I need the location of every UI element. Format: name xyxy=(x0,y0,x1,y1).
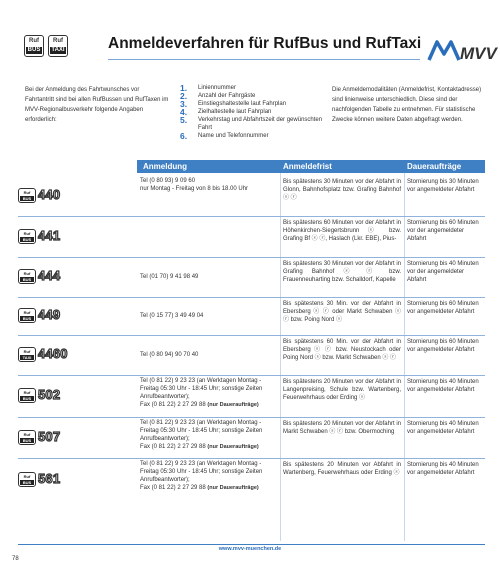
header-anmeldung: Anmeldung xyxy=(143,162,187,171)
list-text: Zielhaltestelle laut Fahrplan xyxy=(198,109,272,115)
cancellation-text: Stornierung bis 40 Minuten vor angemeldeter Abfahrt xyxy=(407,379,479,393)
page-number: 78 xyxy=(12,556,19,562)
fax-note: (nur Daueraufträge) xyxy=(207,444,259,450)
deadline-text: Bis spätestens 30 Minuten vor der Abfahrt in Glonn, Bahnhofsplatz bzw. Grafing Bahnhof ⓢ ⓡ xyxy=(283,179,401,201)
badge-top: Ruf xyxy=(23,390,31,395)
rufbus-logo xyxy=(24,35,44,57)
list-text: Name und Telefonnummer xyxy=(198,133,269,139)
rufbus-logo-bottom: BUS xyxy=(27,47,41,53)
line-type-badge xyxy=(18,430,36,445)
line-number: 449 xyxy=(38,307,61,322)
list-number: 3. xyxy=(180,99,188,109)
cancellation-text: Stornierung bis 40 Minuten vor angemeldeter Abfahrt xyxy=(407,462,479,476)
footer-divider xyxy=(18,544,485,545)
intro-modalities-text: Die Anmeldemodalitäten (Anmeldefrist, Kontaktadresse) sind linienweise unterschiedlich. Diese sind der nachfolgenden Tabelle zu entnehmen. Für statistische Zwecke können weitere Daten abgefragt werden. xyxy=(332,87,482,123)
list-number: 1. xyxy=(180,83,188,93)
deadline-text: Bis spätestens 60 Min. vor der Abfahrt in Ebersberg ⓢ ⓡ bzw. Neustockach oder Poing Nord ⓢ bzw. Markt Schwaben ⓢ ⓡ xyxy=(283,339,401,361)
list-number: 5. xyxy=(180,115,188,125)
rufbus-logo-top: Ruf xyxy=(29,38,39,44)
badge-top: Ruf xyxy=(23,474,31,479)
contact-info xyxy=(140,419,270,451)
list-item xyxy=(180,108,330,116)
contact-info xyxy=(140,312,270,320)
list-number: 4. xyxy=(180,107,188,117)
list-number: 6. xyxy=(180,131,188,141)
badge-bottom: BUS xyxy=(20,396,34,401)
badge-top: Ruf xyxy=(23,230,31,236)
list-text: Einstiegshaltestelle laut Fahrplan xyxy=(198,101,287,107)
line-type-badge xyxy=(18,269,36,284)
list-item xyxy=(180,116,330,132)
contact-text: Tel (0 15 77) 3 49 49 04 xyxy=(140,313,204,319)
contact-info xyxy=(140,351,270,359)
list-item xyxy=(180,84,330,92)
cancellation-text: Stornierung bis 60 Minuten vor angemeldeter Abfahrt xyxy=(407,301,479,315)
list-text: Liniennummer xyxy=(198,85,237,91)
line-number: 440 xyxy=(38,186,61,202)
header-dauerauftraege: Daueraufträge xyxy=(407,162,462,171)
line-number: 507 xyxy=(38,428,61,444)
ruftaxi-logo xyxy=(48,35,68,57)
title-divider xyxy=(108,59,420,60)
cancellation-text: Stornierung bis 30 Minuten vor angemeldeter Abfahrt xyxy=(407,179,479,193)
cancellation-text: Stornierung bis 40 Minuten vor der angemeldeter Abfahrt xyxy=(407,261,479,283)
list-item xyxy=(180,100,330,108)
list-item xyxy=(180,132,330,140)
line-number: 502 xyxy=(38,387,61,402)
footer-url[interactable]: www.mvv-muenchen.de xyxy=(218,546,282,552)
header-anmeldefrist: Anmeldefrist xyxy=(283,162,332,171)
contact-text: Tel (0 80 94) 90 70 40 xyxy=(140,352,199,358)
list-text: Verkehrstag und Abfahrtszeit der gewünschten Fahrt xyxy=(198,117,323,131)
deadline-text: Bis spätestens 30 Min. vor der Abfahrt in Ebersberg ⓢ ⓡ oder Markt Schwaben ⓢ ⓡ bzw. Poing Nord ⓢ xyxy=(283,301,401,323)
ruftaxi-logo-top: Ruf xyxy=(53,38,63,44)
cancellation-text: Stornierung bis 60 Minuten vor der angemeldeter Abfahrt xyxy=(407,220,479,242)
badge-top: Ruf xyxy=(23,349,31,354)
line-type-badge xyxy=(18,229,36,244)
badge-bottom: BUS xyxy=(20,196,34,201)
contact-text: Tel (01 70) 9 41 98 49 xyxy=(140,274,199,280)
list-number: 2. xyxy=(180,91,188,101)
line-type-badge xyxy=(18,188,36,203)
deadline-text: Bis spätestens 20 Minuten vor der Abfahrt in Markt Schwaben ⓢ ⓡ bzw. Obermoching xyxy=(283,421,401,435)
contact-text: Tel (0 81 22) 9 23 23 (an Werktagen Montag - Freitag 05:30 Uhr - 18:45 Uhr; sonstige Zeiten Anrufbeantworter); Fax (0 81 22) 2 27 29 88 xyxy=(140,420,263,450)
mvv-logo xyxy=(427,38,497,64)
ruftaxi-logo-bottom: TAXI xyxy=(51,47,65,53)
line-number: 561 xyxy=(38,471,61,486)
badge-bottom: BUS xyxy=(20,480,34,485)
line-type-badge xyxy=(18,347,36,362)
line-type-badge xyxy=(18,388,36,403)
mvv-logo-text: MVV xyxy=(460,44,497,63)
table-header xyxy=(137,160,485,173)
line-number: 444 xyxy=(38,268,61,283)
badge-bottom: BUS xyxy=(20,277,34,282)
cancellation-text: Stornierung bis 40 Minuten vor angemeldeter Abfahrt xyxy=(407,421,479,435)
contact-text: Tel (0 81 22) 9 23 23 (an Werktagen Montag - Freitag 05:30 Uhr - 18:45 Uhr; sonstige Zeiten Anrufbeantworter); Fax (0 81 22) 2 27 29 88 xyxy=(140,378,263,408)
intro-text: Bei der Anmeldung des Fahrtwunsches vor Fahrtantritt sind bei allen RufBussen und RufTaxen im MVV-Regionalbusverkehr folgende Angaben erforderlich: xyxy=(25,87,169,123)
deadline-text: Bis spätestens 60 Minuten vor der Abfahrt in Höhenkirchen-Siegertsbrunn ⓢ bzw. Grafing Bf ⓢ ⓡ, Haslach (Lkr. EBE), Pius- xyxy=(283,220,401,242)
page-title: Anmeldeverfahren für RufBus und RufTaxi xyxy=(108,35,422,52)
line-number: 441 xyxy=(38,227,61,243)
badge-top: Ruf xyxy=(23,431,31,437)
list-text: Anzahl der Fahrgäste xyxy=(198,93,256,99)
badge-top: Ruf xyxy=(23,310,31,315)
badge-bottom: BUS xyxy=(20,316,34,321)
fax-note: (nur Daueraufträge) xyxy=(207,485,259,491)
deadline-text: Bis spätestens 20 Minuten vor der Abfahrt in Langenpreising, Schule bzw. Wartenberg, Feuerwehrhaus oder Erding ⓢ xyxy=(283,379,401,401)
line-type-badge xyxy=(18,308,36,323)
deadline-text: Bis spätestens 30 Minuten vor der Abfahrt in Grafing Bahnhof ⓢ ⓡ bzw. Frauenneuharting bzw. Schalldorf, Kapelle xyxy=(283,261,401,283)
badge-bottom: BUS xyxy=(20,237,34,242)
badge-top: Ruf xyxy=(23,189,31,195)
contact-info xyxy=(140,377,270,409)
contact-info xyxy=(140,177,270,193)
cancellation-text: Stornierung bis 60 Minuten vor angemeldeter Abfahrt xyxy=(407,339,479,353)
required-info-list xyxy=(180,84,330,140)
contact-info xyxy=(140,273,270,281)
contact-text: Tel (0 81 22) 9 23 23 (an Werktagen Montag - Freitag 05:30 Uhr - 18:45 Uhr; sonstige Zeiten Anrufbeantworter); Fax (0 81 22) 2 27 29 88 xyxy=(140,461,263,491)
fax-note: (nur Daueraufträge) xyxy=(207,402,259,408)
line-type-badge xyxy=(18,472,36,487)
badge-bottom: TAXI xyxy=(20,355,34,360)
badge-bottom: BUS xyxy=(20,438,34,443)
line-number: 4460 xyxy=(38,346,68,361)
contact-info xyxy=(140,460,270,492)
list-item xyxy=(180,92,330,100)
deadline-text: Bis spätestens 20 Minuten vor Abfahrt in Wartenberg, Feuerwehrhaus oder Erding ⓢ xyxy=(283,462,401,476)
contact-text: Tel (0 80 93) 9 09 60 nur Montag - Freitag von 8 bis 18.00 Uhr xyxy=(140,178,249,192)
badge-top: Ruf xyxy=(23,271,31,276)
